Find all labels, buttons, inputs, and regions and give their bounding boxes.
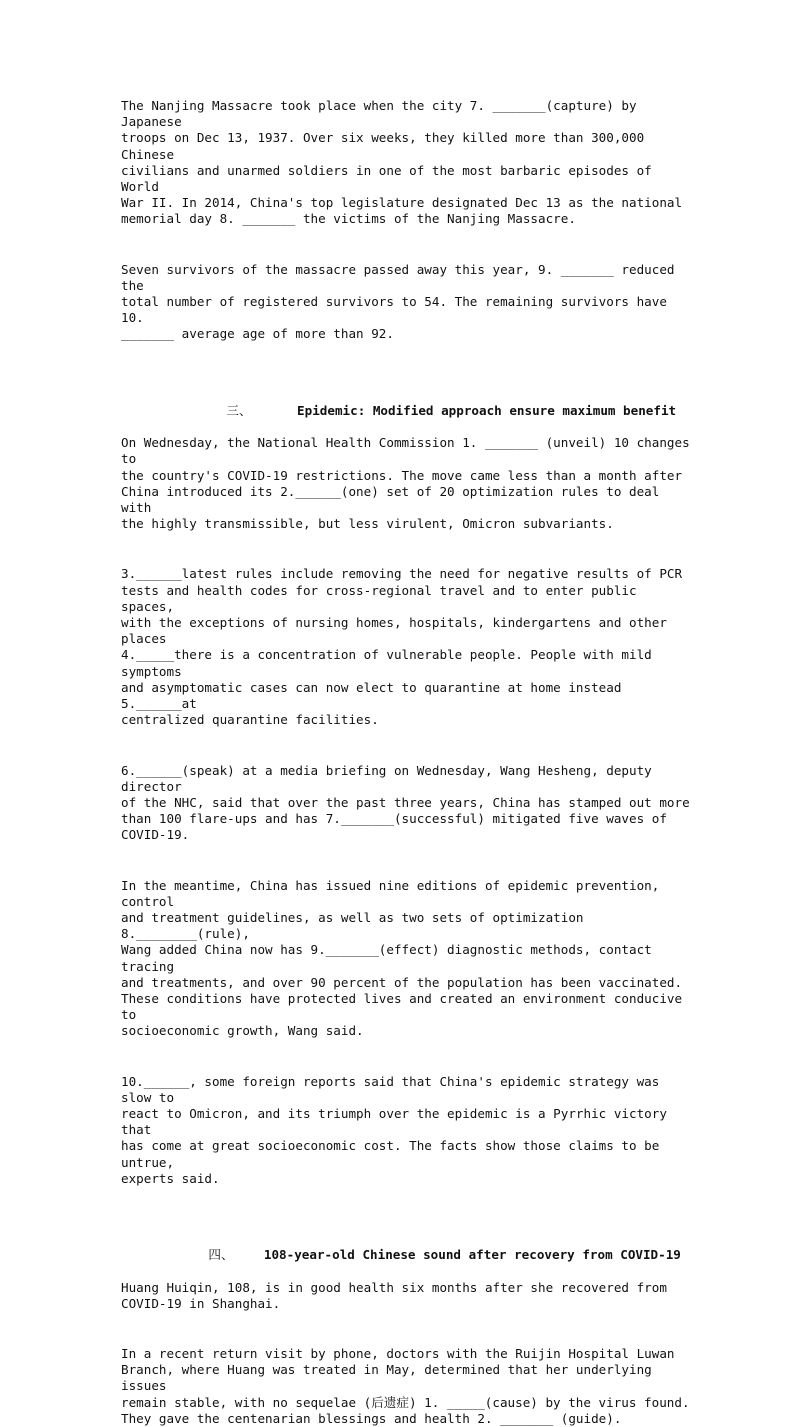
section-number: 三、 [226, 402, 252, 418]
paragraph-return-visit: In a recent return visit by phone, doctors with the Ruijin Hospital Luwan Branch, where Huang was treated in May, determined that her underlying issues remain stable, with no sequelae (后遗症) 1. _____(cause) by the virus found. They gave the centenarian blessings and health 2. _______ (guide). [121, 1345, 690, 1426]
spacer [121, 729, 691, 763]
spacer [121, 1312, 691, 1346]
section-heading-epidemic [121, 387, 691, 436]
spacer [121, 343, 691, 387]
paragraph-huang-huiqin: Huang Huiqin, 108, is in good health six months after she recovered from COVID-19 in Shanghai. [121, 1279, 667, 1311]
document-page [121, 98, 691, 1427]
paragraph-media-briefing: 6.______(speak) at a media briefing on Wednesday, Wang Hesheng, deputy director of the NHC, said that over the past three years, China has stamped out more than 100 flare-ups and has 7._______(successful) mitigated five waves of COVID-19. [121, 762, 690, 843]
paragraph-nhc-changes: On Wednesday, the National Health Commission 1. _______ (unveil) 10 changes to the country's COVID-19 restrictions. The move came less than a month after China introduced its 2.______(one) set of 20 optimization rules to deal with the highly transmissible, but less virulent, Omicron subvariants. [121, 435, 690, 532]
paragraph-survivors: Seven survivors of the massacre passed away this year, 9. _______ reduced the total number of registered survivors to 54. The remaining survivors have 10. _______ average age of more than 92. [121, 261, 675, 342]
section-number: 四、 [208, 1247, 234, 1263]
spacer [121, 844, 691, 878]
paragraph-guidelines: In the meantime, China has issued nine editions of epidemic prevention, control and treatment guidelines, as well as two sets of optimization 8.________(rule), Wang added China now has 9._______(effect) diagnostic methods, contact tracing and treatments, and over 90 percent of the population has been vaccinated. These conditions have protected lives and created an environment conducive to socioeconomic growth, Wang said. [121, 877, 683, 1039]
paragraph-latest-rules: 3.______latest rules include removing the need for negative results of PCR tests and health codes for cross-regional travel and to enter public spaces, with the exceptions of nursing homes, hospitals, kindergartens and other places 4._____there is a concentration of vulnerable people. People with mild symptoms and asymptomatic cases can now elect to quarantine at home instead 5.______at centralized quarantine facilities. [121, 566, 683, 728]
section-title: Epidemic: Modified approach ensure maximum benefit [297, 402, 677, 418]
spacer [121, 532, 691, 566]
section-heading-centenarian [121, 1231, 691, 1280]
spacer [121, 1187, 691, 1231]
paragraph-nanjing-massacre: The Nanjing Massacre took place when the city 7. _______(capture) by Japanese troops on Dec 13, 1937. Over six weeks, they killed more than 300,000 Chinese civilians and unarmed soldiers in one of the most barbaric episodes of World War II. In 2014, China's top legislature designated Dec 13 as the national memorial day 8. _______ the victims of the Nanjing Massacre. [121, 98, 683, 227]
paragraph-foreign-reports: 10.______, some foreign reports said that China's epidemic strategy was slow to react to Omicron, and its triumph over the epidemic is a Pyrrhic victory that has come at great socioeconomic cost. The facts show those claims to be untrue, experts said. [121, 1073, 667, 1186]
spacer [121, 1040, 691, 1074]
section-title: 108-year-old Chinese sound after recovery from COVID-19 [263, 1247, 681, 1263]
spacer [121, 228, 691, 262]
